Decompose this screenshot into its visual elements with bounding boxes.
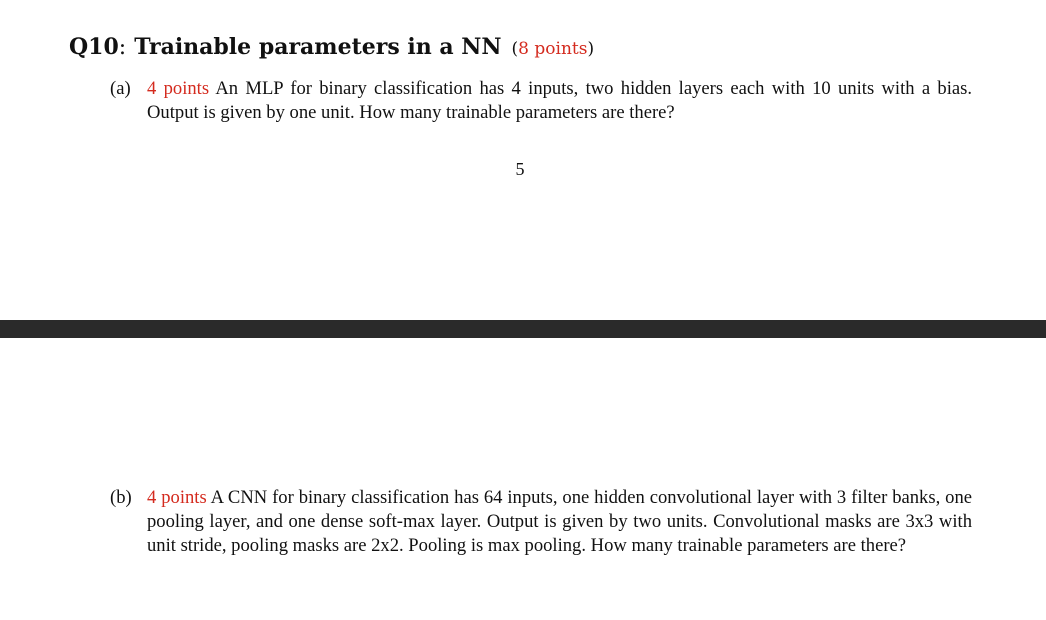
part-a-points: 4 points	[147, 78, 210, 99]
question-points	[512, 39, 595, 59]
question-separator: :	[118, 35, 127, 60]
part-b-text: A CNN for binary classification has 64 inputs, one hidden convolutional layer with 3 filter banks, one pooling layer, and one dense soft-max layer. Output is given by two units. Convolutional masks are 3x3 with unit stride, pooling masks are 2x2. Pooling is max pooling. How many trainable parameters are there?	[147, 487, 973, 556]
part-a	[110, 77, 972, 125]
question-title	[69, 34, 594, 60]
part-b-body	[147, 486, 972, 558]
page-divider	[0, 320, 1046, 338]
part-b-label: (b)	[110, 487, 132, 508]
question-points-value: 8 points	[518, 39, 588, 59]
question-title-text: Trainable parameters in a NN	[134, 34, 502, 60]
part-b	[110, 486, 972, 558]
part-b-points: 4 points	[147, 487, 207, 508]
part-a-body	[147, 77, 972, 125]
page-bottom	[0, 338, 1046, 620]
part-a-label: (a)	[110, 78, 131, 99]
question-number: Q10	[69, 34, 119, 60]
part-a-text: An MLP for binary classification has 4 inputs, two hidden layers each with 10 units with a bias. Output is given by one unit. How many trainable parameters are there?	[147, 78, 973, 123]
page-number: 5	[515, 159, 525, 179]
question-points-open: (	[511, 39, 519, 59]
question-points-close: )	[587, 39, 595, 59]
